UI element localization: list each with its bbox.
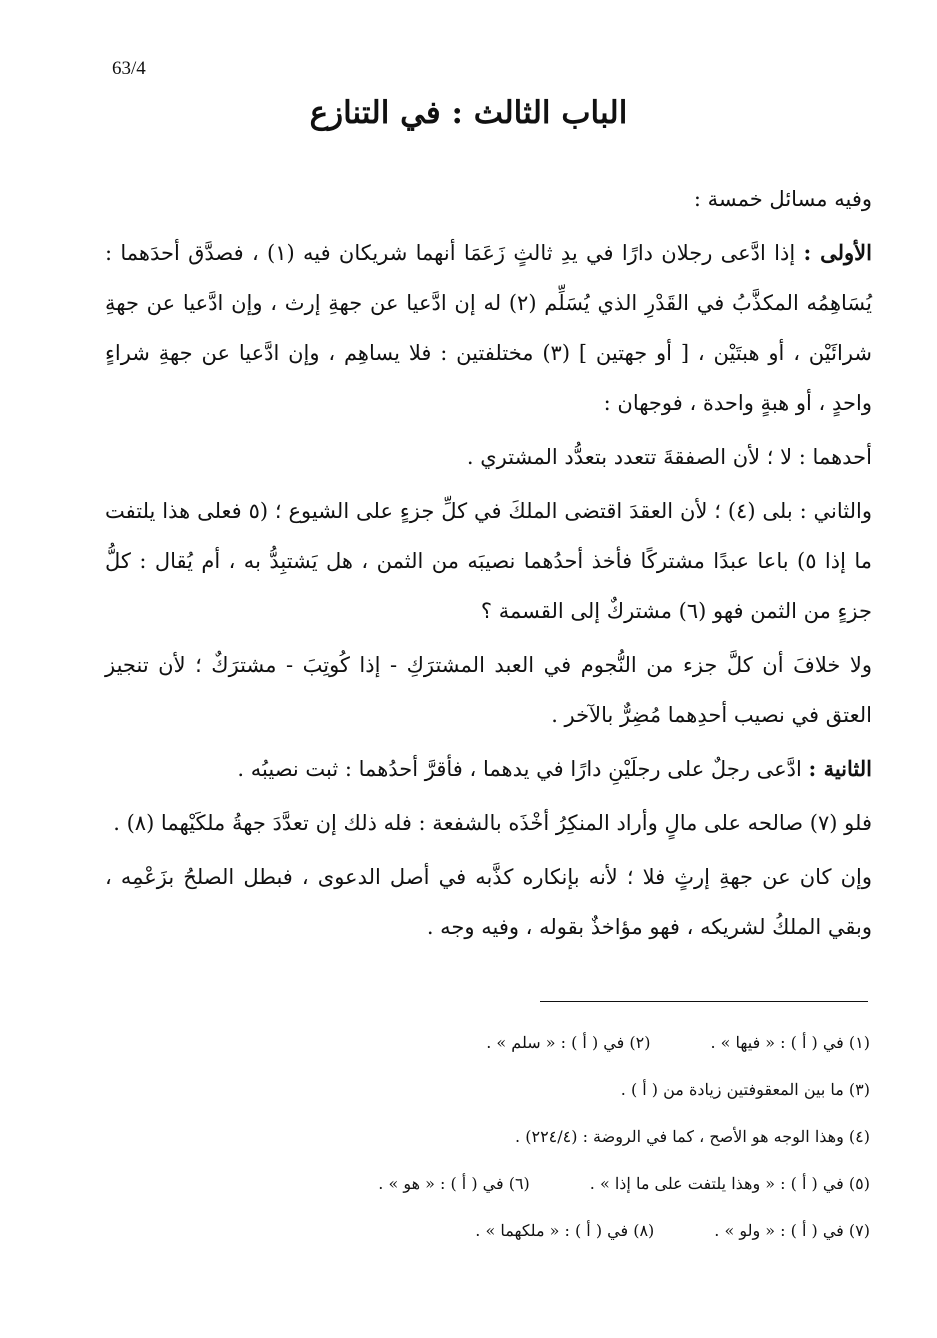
paragraph-body: وإن كان عن جهةِ إرثٍ فلا ؛ لأنه بإنكاره كذَّبه في أصل الدعوى ، فبطل الصلحُ بزَعْمِه ، وبقي الملكُ لشريكه ، فهو مؤاخذٌ بقوله ، وفيه وجه .: [105, 865, 872, 939]
footnote-divider: [540, 1001, 868, 1002]
paragraph-body: فلو (٧) صالحه على مالٍ وأراد المنكِرُ أخْذَه بالشفعة : فله ذلك إن تعدَّدَ جهةُ ملكَيْهما (٨) .: [113, 811, 872, 835]
footnote-row: [250, 1079, 870, 1101]
paragraph-body: أحدهما : لا ؛ لأن الصفقةَ تتعدد بتعدُّد المشتري .: [466, 445, 872, 469]
paragraph: [105, 798, 872, 848]
footnotes: [250, 1032, 870, 1267]
paragraph: [105, 432, 872, 482]
paragraph: [105, 228, 872, 428]
paragraph-lead: الأولى :: [803, 240, 872, 265]
footnote: (٤) وهذا الوجه هو الأصح ، كما في الروضة : (٢٢٤/٤) .: [515, 1127, 870, 1146]
page-title: الباب الثالث : في التنازع: [309, 95, 628, 131]
paragraph: [105, 174, 872, 224]
paragraph: [105, 852, 872, 952]
paragraph: [105, 640, 872, 740]
page-number: 63/4: [112, 58, 146, 79]
footnote: (٣) ما بين المعقوفتين زيادة من ( أ ) .: [620, 1080, 870, 1099]
footnote: (١) في ( أ ) : « فيها » .: [710, 1033, 870, 1052]
paragraph-lead: الثانية :: [808, 756, 872, 781]
footnote: (٨) في ( أ ) : « ملكهما » .: [475, 1221, 655, 1240]
paragraph-body: ادَّعى رجلٌ على رجلَيْنِ دارًا في يدهما ، فأقرَّ أحدُهما : ثبت نصيبُه .: [237, 757, 809, 781]
footnote: (٢) في ( أ ) : « سلم » .: [486, 1033, 651, 1052]
footnote: (٦) في ( أ ) : « هو » .: [378, 1174, 530, 1193]
paragraph: [105, 744, 872, 794]
footnote-row: [250, 1126, 870, 1148]
main-text: [105, 166, 872, 956]
paragraph-body: وفيه مسائل خمسة :: [693, 187, 872, 211]
paragraph-body: والثاني : بلى (٤) ؛ لأن العقدَ اقتضى الملكَ في كلِّ جزءٍ على الشيوع ؛ (٥ فعلى هذا يلتفت ما إذا ٥) باعا عبدًا مشتركًا فأخذ أحدُهما نصيبَه من الثمن ، هل يَشتبِدُّ به ، أم يُقال : كلُّ جزءٍ من الثمن فهو (٦) مشتركٌ إلى القسمة ؟: [105, 499, 872, 623]
paragraph-body: إذا ادَّعى رجلان دارًا في يدِ ثالثٍ زَعَمَا أنهما شريكان فيه (١) ، فصدَّق أحدَهما : يُسَاهِمُه المكذَّبُ في القَدْرِ الذي يُسَلِّم (٢) له إن ادَّعيا عن جهةِ إرث ، وإن ادَّعيا عن جهةِ شرائَيْن ، أو هبتَيْن ، [ أو جهتين ] (٣) مختلفتين : فلا يساهِم ، وإن ادَّعيا عن جهةِ شراءٍ واحدٍ ، أو هبةٍ واحدة ، فوجهان :: [105, 241, 872, 415]
footnote-row: [250, 1173, 870, 1195]
footnote-row: [250, 1220, 870, 1242]
footnote: (٧) في ( أ ) : « ولو » .: [714, 1221, 870, 1240]
paragraph: [105, 486, 872, 636]
paragraph-body: ولا خلافَ أن كلَّ جزء من النُّجوم في العبد المشترَكِ - إذا كُوتِبَ - مشترَكٌ ؛ لأن تنجيز العتق في نصيب أحدِهما مُضِرٌّ بالآخر .: [105, 653, 872, 727]
footnote: (٥) في ( أ ) : « وهذا يلتفت على ما إذا » .: [589, 1174, 870, 1193]
footnote-row: [250, 1032, 870, 1054]
